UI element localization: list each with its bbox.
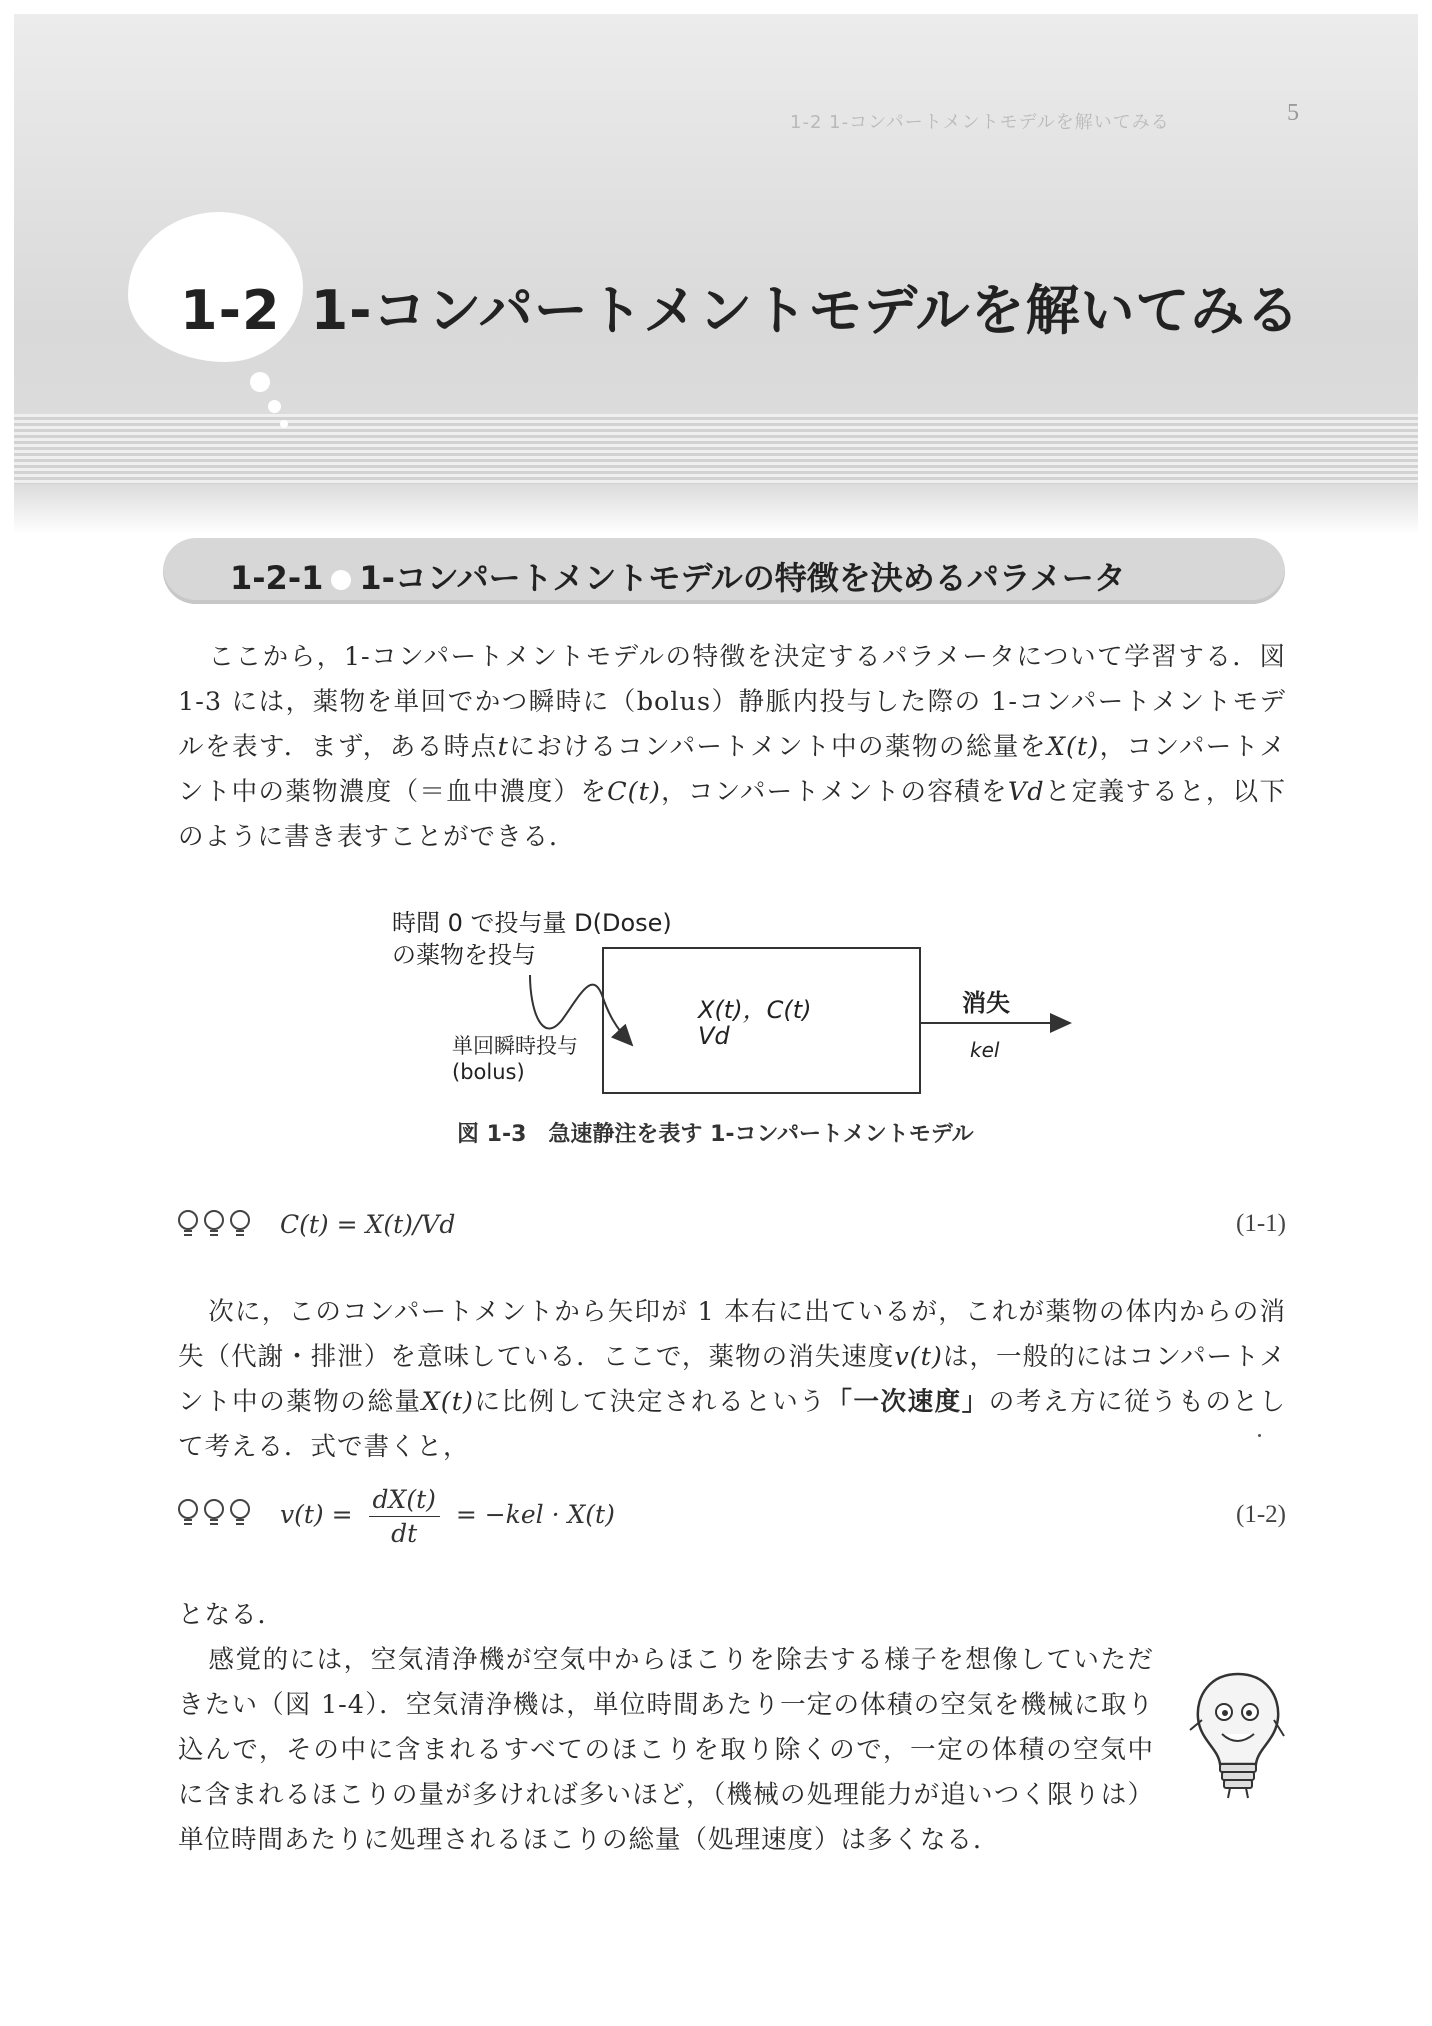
equation-1-1 (176, 1208, 1286, 1248)
section-number: 1-2-1 (230, 559, 324, 597)
bolus-label-line2: (bolus) (452, 1060, 525, 1084)
thought-bubble (268, 400, 281, 413)
dose-label-line1: 時間 0 で投与量 D(Dose) (392, 909, 672, 937)
banner-fade (14, 484, 1418, 534)
body-paragraph: となる． (178, 1600, 285, 1630)
thought-bubble (280, 420, 288, 428)
figure-caption: 図 1-3 急速静注を表す 1-コンパートメントモデル (457, 1122, 974, 1147)
compartment-variables: X(t)，C(t) (698, 996, 812, 1024)
bullet-dot-icon (331, 570, 351, 590)
thought-bubble (250, 372, 270, 392)
page-number: 5 (1287, 100, 1299, 126)
body-paragraph: 次に，このコンパートメントから矢印が 1 本右に出ているが，これが薬物の体内からの消失（代謝・排泄）を意味している．ここで，薬物の消失速度v(t)は，一般的にはコンパートメント中の薬物の総量X(t)に比例して決定されるという「一次速度」の考え方に従うものとして考える．式で書くと， (178, 1297, 1286, 1462)
body-paragraph: 感覚的には，空気清浄機が空気中からほこりを除去する様子を想像していただきたい（図 1-4）．空気清浄機は，単位時間あたり一定の体積の空気を機械に取り込んで，その中に含まれるすべてのほこりを取り除くので，一定の体積の空気中に含まれるほこりの量が多ければ多いほど，（機械の処理能力が追いつく限りは）単位時間あたりに処理されるほこりの総量（処理速度）は多くなる． (178, 1645, 1154, 1855)
equation-number: (1-1) (1236, 1210, 1286, 1237)
lightbulb-icon (176, 1208, 256, 1244)
equation-text: v(t) = $\frac{dX(t)}{dt}$ = −kel · X(t) (280, 1485, 615, 1548)
section-heading (230, 553, 1126, 599)
lightbulb-icon (176, 1497, 256, 1533)
chapter-title (180, 268, 1301, 345)
chapter-title-text: 1-コンパートメントモデルを解いてみる (310, 279, 1301, 342)
equation-number: (1-2) (1236, 1501, 1286, 1528)
equation-text: C(t) = X(t)/Vd (280, 1210, 456, 1239)
compartment-volume: Vd (698, 1022, 730, 1050)
bolus-label-line1: 単回瞬時投与 (452, 1034, 578, 1058)
section-title-text: 1-コンパートメントモデルの特徴を決めるパラメータ (359, 559, 1126, 597)
running-title: 1-2 1-コンパートメントモデルを解いてみる (790, 112, 1170, 133)
rate-constant-label: kel (970, 1038, 1000, 1062)
print-speck (1258, 1434, 1261, 1437)
body-paragraph: ここから，1-コンパートメントモデルの特徴を決定するパラメータについて学習する．図 1-3 には，薬物を単回でかつ瞬時に（bolus）静脈内投与した際の 1-コンパートメントモデルを表す．まず，ある時点tにおけるコンパートメント中の薬物の総量をX(t)，コンパートメント中の薬物濃度（＝血中濃度）をC(t)，コンパートメントの容積をVdと定義すると，以下のように書き表すことができる． (178, 642, 1287, 852)
dose-label-line2: の薬物を投与 (392, 941, 536, 969)
elimination-label: 消失 (962, 989, 1010, 1017)
compartment-diagram (380, 895, 1080, 1135)
equation-1-2 (176, 1485, 1286, 1555)
chapter-number: 1-2 (180, 279, 281, 342)
derivative-fraction: $\frac{dX(t)}{dt}$ (369, 1485, 440, 1548)
lightbulb-mascot-icon (1188, 1668, 1288, 1800)
